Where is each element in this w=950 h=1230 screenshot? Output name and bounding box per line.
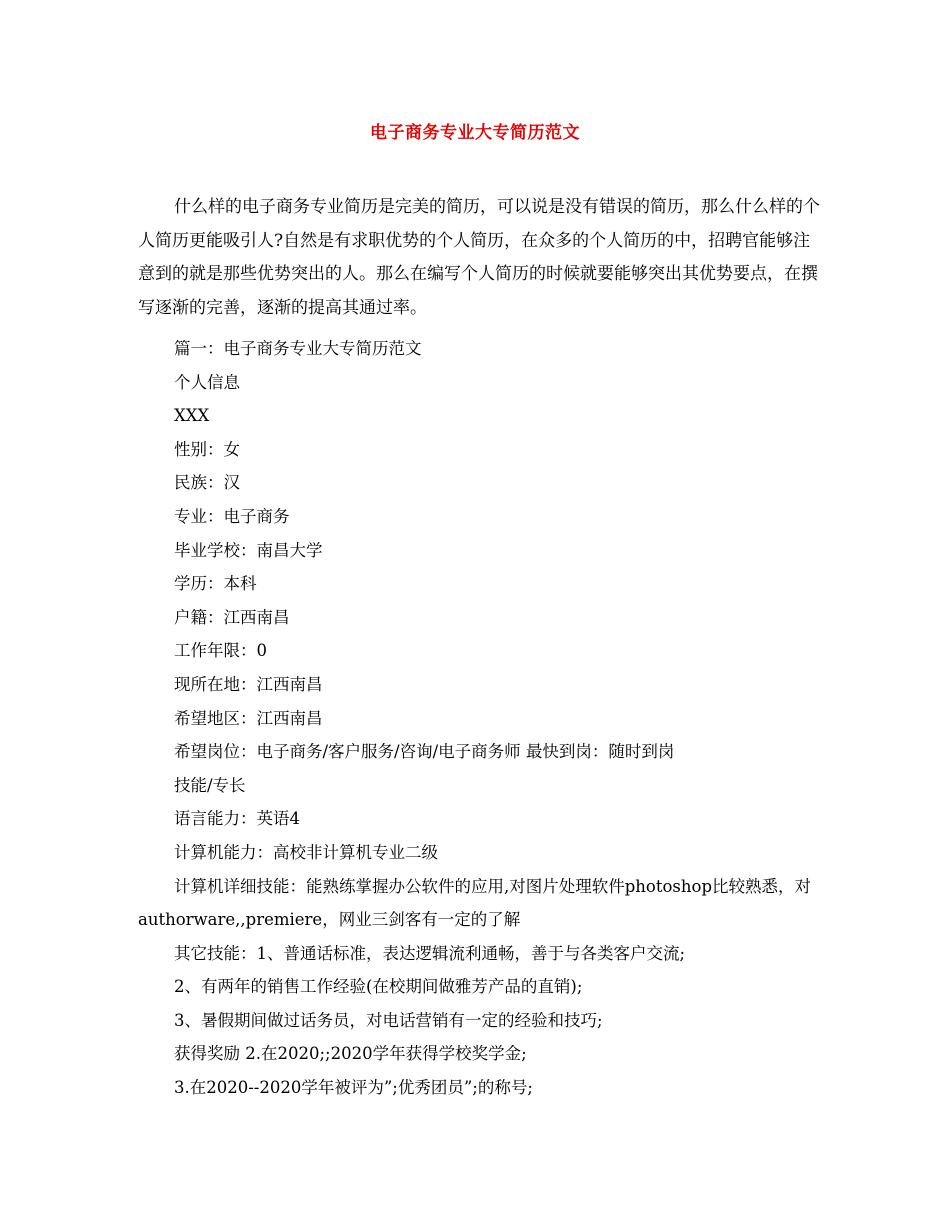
work-years-line: 工作年限：0 (174, 641, 267, 661)
list-item: 2、有两年的销售工作经验(在校期间做雅芳产品的直销); (174, 977, 583, 997)
name-line: XXX (174, 406, 210, 426)
major-line: 专业：电子商务 (174, 506, 290, 526)
language-line: 语言能力：英语4 (174, 809, 300, 829)
document-title: 电子商务专业大专简历范文 (370, 123, 580, 143)
school-line: 毕业学校：南昌大学 (174, 540, 323, 560)
section-heading: 技能/专长 (174, 775, 246, 795)
computer-skills-line: 计算机详细技能：能熟练掌握办公软件的应用,对图片处理软件photoshop比较熟悉，对authorware,,premiere，网业三剑客有一定的了解 (138, 876, 812, 930)
resume-body (138, 332, 820, 1105)
degree-line: 学历：本科 (174, 574, 257, 594)
intro-paragraph: 什么样的电子商务专业简历是完美的简历，可以说是没有错误的简历，那么什么样的个人简历更能吸引人?自然是有求职优势的个人简历，在众多的个人简历的中，招聘官能够注意到的就是那些优势突出的人。那么在编写个人简历的时候就要能够突出其优势要点，在撰写逐渐的完善，逐渐的提高其通过率。 (138, 197, 820, 318)
desired-region-line: 希望地区：江西南昌 (174, 708, 323, 728)
list-item: 3.在2020--2020学年被评为”;优秀团员”;的称号; (174, 1078, 533, 1098)
other-skills-line: 其它技能：1、普通话标准，表达逻辑流利通畅，善于与各类客户交流; (174, 943, 686, 963)
section-heading: 篇一：电子商务专业大专简历范文 (174, 339, 422, 358)
awards-line: 获得奖励 2.在2020;;2020学年获得学校奖学金; (174, 1044, 527, 1064)
gender-line: 性别：女 (174, 439, 240, 459)
section-heading: 个人信息 (174, 372, 240, 392)
desired-position-line: 希望岗位：电子商务/客户服务/咨询/电子商务师 最快到岗：随时到岗 (174, 742, 675, 762)
ethnicity-line: 民族：汉 (174, 473, 240, 493)
list-item: 3、暑假期间做过话务员，对电话营销有一定的经验和技巧; (174, 1010, 603, 1030)
computer-level-line: 计算机能力：高校非计算机专业二级 (174, 842, 438, 862)
current-location-line: 现所在地：江西南昌 (174, 674, 323, 694)
hometown-line: 户籍：江西南昌 (174, 607, 290, 627)
